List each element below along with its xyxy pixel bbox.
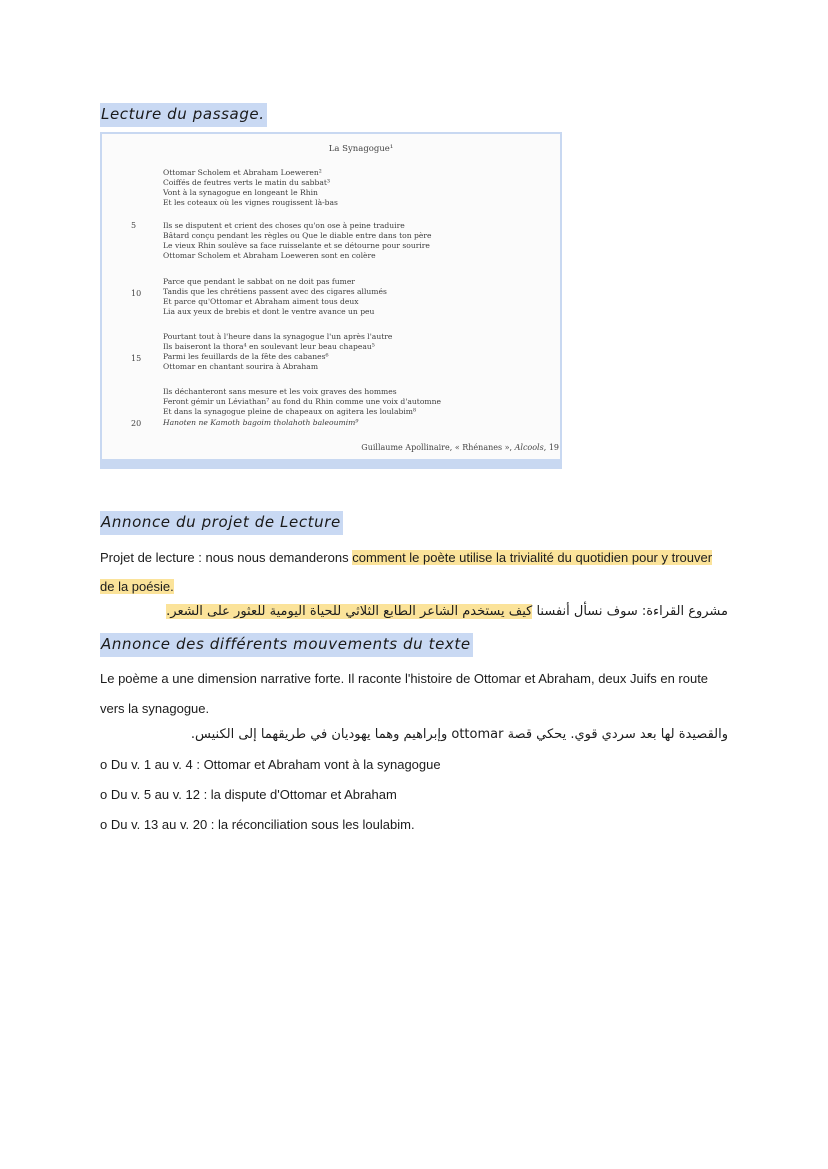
mouvements-intro-line2: vers la synagogue. bbox=[100, 701, 210, 716]
poem-line-number: 10 bbox=[131, 289, 142, 298]
poem-line-number: 5 bbox=[131, 221, 137, 230]
projet-ar-prefix: مشروع القراءة: سوف نسأل أنفسنا bbox=[532, 604, 728, 619]
movement-item: o Du v. 1 au v. 4 : Ottomar et Abraham vont à la synagogue bbox=[100, 757, 441, 772]
projet-prefix: Projet de lecture : nous nous demanderons bbox=[100, 550, 353, 565]
poem-line: Feront gémir un Léviathan⁷ au fond du Rhin comme une voix d'automne bbox=[163, 397, 442, 406]
section-heading-annonce: Annonce du projet de Lecture bbox=[100, 511, 343, 535]
poem-line: Ottomar en chantant sourira à Abraham bbox=[163, 362, 319, 371]
poem-line: Et parce qu'Ottomar et Abraham aiment tous deux bbox=[163, 297, 359, 306]
poem-line: Bâtard conçu pendant les règles ou Que le diable entre dans ton père bbox=[163, 231, 432, 240]
poem-line: Coiffés de feutres verts le matin du sabbat³ bbox=[163, 178, 331, 187]
poem-image bbox=[100, 132, 562, 469]
poem-credit bbox=[361, 443, 559, 452]
poem-line: Hanoten ne Kamoth bagoim tholahoth baleoumim⁹ bbox=[163, 418, 359, 427]
poem-line: Ils baiseront la thora⁴ en soulevant leur beau chapeau⁵ bbox=[163, 342, 375, 351]
poem-line: Et les coteaux où les vignes rougissent là-bas bbox=[163, 198, 338, 207]
poem-line: Vont à la synagogue en longeant le Rhin bbox=[163, 188, 318, 197]
poem-line: Parce que pendant le sabbat on ne doit pas fumer bbox=[163, 277, 355, 286]
poem-line: Ils déchanteront sans mesure et les voix graves des hommes bbox=[163, 387, 397, 396]
mouvements-intro-ar: والقصيدة لها بعد سردي قوي. يحكي قصة ottomar وإبراهيم وهما يهوديان في طريقهما إلى الكنيس. bbox=[190, 727, 728, 742]
poem-line: Ottomar Scholem et Abraham Loeweren² bbox=[163, 168, 322, 177]
poem-title: La Synagogue¹ bbox=[328, 144, 394, 154]
mouvements-intro bbox=[100, 664, 740, 724]
projet-paragraph-ar bbox=[128, 601, 728, 623]
poem-frame-band bbox=[102, 459, 560, 467]
movement-item: o Du v. 5 au v. 12 : la dispute d'Ottomar et Abraham bbox=[100, 787, 397, 802]
poem-line: Et dans la synagogue pleine de chapeaux on agitera les loulabim⁸ bbox=[163, 407, 417, 416]
poem-credit-year: , 19 bbox=[543, 443, 559, 452]
poem-credit-author: Guillaume Apollinaire, « Rhénanes », bbox=[361, 443, 515, 452]
poem-line: Ottomar Scholem et Abraham Loeweren sont en colère bbox=[163, 251, 376, 260]
section-heading-lecture: Lecture du passage. bbox=[100, 103, 267, 127]
movement-item: o Du v. 13 au v. 20 : la réconciliation sous les loulabim. bbox=[100, 817, 415, 832]
poem-line: Pourtant tout à l'heure dans la synagogue l'un après l'autre bbox=[163, 332, 393, 341]
projet-paragraph-fr bbox=[100, 543, 740, 601]
poem-credit-work: Alcools bbox=[514, 443, 544, 452]
poem-line-number: 15 bbox=[131, 354, 142, 363]
poem-line: Le vieux Rhin soulève sa face ruisselante et se détourne pour sourire bbox=[163, 241, 430, 250]
poem-line: Ils se disputent et crient des choses qu'on ose à peine traduire bbox=[163, 221, 405, 230]
poem-line-number: 20 bbox=[131, 419, 142, 428]
projet-highlight-1: comment le poète utilise la trivialité du quotidien pour y trouver bbox=[352, 550, 713, 565]
poem-line: Lia aux yeux de brebis et dont le ventre avance un peu bbox=[163, 307, 375, 316]
projet-ar-highlight: كيف يستخدم الشاعر الطابع الثلاثي للحياة اليومية للعثور على الشعر. bbox=[166, 604, 533, 619]
poem-line: Parmi les feuillards de la fête des cabanes⁶ bbox=[163, 352, 329, 361]
projet-highlight-2: de la poésie. bbox=[100, 579, 174, 594]
mouvements-intro-line1: Le poème a une dimension narrative forte. Il raconte l'histoire de Ottomar et Abraham, deux Juifs en route bbox=[100, 671, 709, 686]
section-heading-mouvements: Annonce des différents mouvements du texte bbox=[100, 633, 473, 657]
poem-line: Tandis que les chrétiens passent avec des cigares allumés bbox=[163, 287, 387, 296]
